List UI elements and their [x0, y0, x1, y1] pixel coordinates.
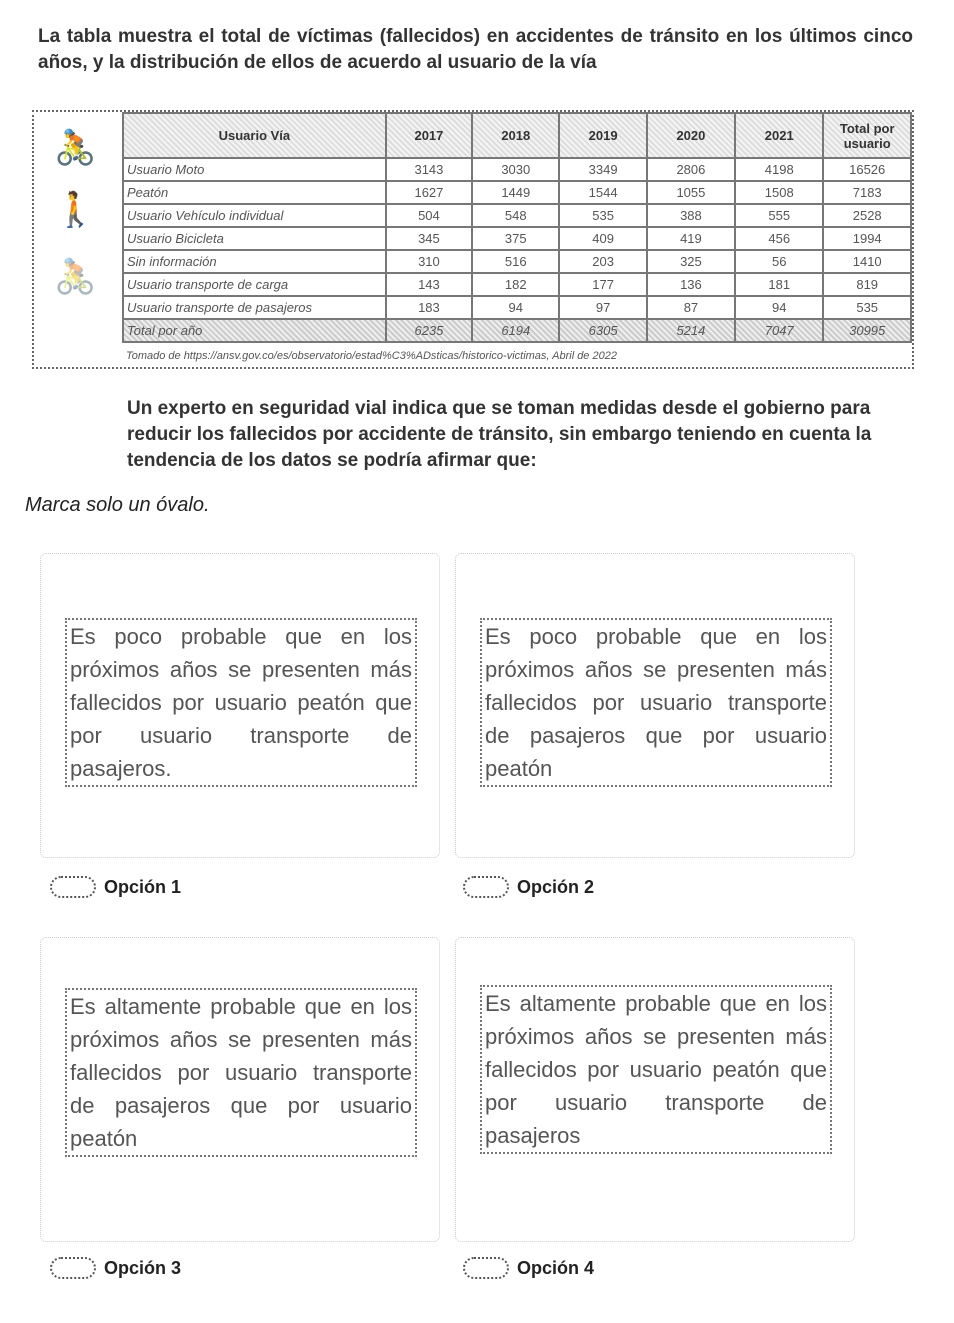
- table-cell: 182: [472, 273, 559, 296]
- row-label: Usuario Vehículo individual: [123, 204, 386, 227]
- victims-table: [122, 112, 912, 343]
- column-header: Usuario Vía: [123, 113, 386, 158]
- radio-oval[interactable]: [463, 876, 509, 898]
- table-cell: 16526: [823, 158, 911, 181]
- table-cell: 3143: [386, 158, 472, 181]
- table-cell: 1627: [386, 181, 472, 204]
- table-cell: 388: [647, 204, 735, 227]
- cyclist-icon: 🚴: [54, 258, 97, 296]
- table-cell: 1508: [735, 181, 823, 204]
- table-cell: 310: [386, 250, 472, 273]
- table-cell: 2806: [647, 158, 735, 181]
- table-cell: 1544: [559, 181, 646, 204]
- table-cell: 456: [735, 227, 823, 250]
- table-cell: 5214: [647, 319, 735, 342]
- table-cell: 548: [472, 204, 559, 227]
- column-header: 2019: [559, 113, 646, 158]
- row-label: Total por año: [123, 319, 386, 342]
- table-cell: 6194: [472, 319, 559, 342]
- table-cell: 3349: [559, 158, 646, 181]
- table-cell: 325: [647, 250, 735, 273]
- table-cell: 375: [472, 227, 559, 250]
- table-cell: 87: [647, 296, 735, 319]
- table-row: [123, 204, 911, 227]
- table-cell: 1410: [823, 250, 911, 273]
- table-cell: 203: [559, 250, 646, 273]
- table-header-row: [123, 113, 911, 158]
- table-row: [123, 227, 911, 250]
- table-total-row: [123, 319, 911, 342]
- table-row: [123, 296, 911, 319]
- icon-column: [34, 112, 122, 367]
- column-header: 2020: [647, 113, 735, 158]
- column-header: 2018: [472, 113, 559, 158]
- column-header: 2021: [735, 113, 823, 158]
- table-cell: 1055: [647, 181, 735, 204]
- column-header: 2017: [386, 113, 472, 158]
- table-cell: 97: [559, 296, 646, 319]
- option-1-text: Es poco probable que en los próximos años se presenten más fallecidos por usuario peatón que por usuario transporte de pasajeros.: [65, 618, 417, 787]
- option-2-text: Es poco probable que en los próximos años se presenten más fallecidos por usuario transporte de pasajeros que por usuario peatón: [480, 618, 832, 787]
- table-cell: 177: [559, 273, 646, 296]
- table-row: [123, 158, 911, 181]
- row-label: Peatón: [123, 181, 386, 204]
- option-card-4: [455, 937, 855, 1242]
- table-cell: 535: [559, 204, 646, 227]
- option-3-radio[interactable]: [50, 1257, 181, 1279]
- row-label: Usuario Bicicleta: [123, 227, 386, 250]
- data-table-box: [32, 110, 914, 369]
- row-label: Sin información: [123, 250, 386, 273]
- option-1-label: Opción 1: [104, 876, 182, 897]
- option-card-3: [40, 937, 440, 1242]
- option-1-radio[interactable]: [50, 876, 181, 898]
- table-cell: 183: [386, 296, 472, 319]
- table-cell: 409: [559, 227, 646, 250]
- option-4-label: Opción 4: [517, 1257, 595, 1278]
- table-cell: 181: [735, 273, 823, 296]
- radio-oval[interactable]: [463, 1257, 509, 1279]
- option-4-radio[interactable]: [463, 1257, 594, 1279]
- hint-text: Marca solo un óvalo.: [25, 494, 210, 516]
- option-card-2: [455, 553, 855, 858]
- table-cell: 143: [386, 273, 472, 296]
- option-2-label: Opción 2: [517, 876, 595, 897]
- table-cell: 6235: [386, 319, 472, 342]
- table-cell: 56: [735, 250, 823, 273]
- table-cell: 4198: [735, 158, 823, 181]
- option-3-label: Opción 3: [104, 1257, 182, 1278]
- table-cell: 1994: [823, 227, 911, 250]
- table-cell: 6305: [559, 319, 646, 342]
- row-label: Usuario transporte de carga: [123, 273, 386, 296]
- table-cell: 1449: [472, 181, 559, 204]
- row-label: Usuario Moto: [123, 158, 386, 181]
- option-4-text: Es altamente probable que en los próximos años se presenten más fallecidos por usuario peatón que por usuario transporte de pasajeros: [480, 985, 832, 1154]
- table-source: Tomado de https://ansv.gov.co/es/observatorio/estad%C3%ADsticas/historico-victimas, Abril de 2022: [126, 350, 617, 362]
- table-cell: 94: [472, 296, 559, 319]
- table-row: [123, 250, 911, 273]
- table-cell: 504: [386, 204, 472, 227]
- radio-oval[interactable]: [50, 876, 96, 898]
- option-card-1: [40, 553, 440, 858]
- row-label: Usuario transporte de pasajeros: [123, 296, 386, 319]
- table-cell: 30995: [823, 319, 911, 342]
- pedestrian-icon: 🚶: [54, 191, 97, 229]
- option-2-radio[interactable]: [463, 876, 594, 898]
- table-cell: 7183: [823, 181, 911, 204]
- table-cell: 94: [735, 296, 823, 319]
- table-row: [123, 273, 911, 296]
- table-cell: 555: [735, 204, 823, 227]
- table-cell: 419: [647, 227, 735, 250]
- table-cell: 7047: [735, 319, 823, 342]
- question-text: Un experto en seguridad vial indica que se toman medidas desde el gobierno para reducir los fallecidos por accidente de tránsito, sin embargo teniendo en cuenta la tendencia de los datos se podría afirmar que:: [127, 398, 872, 471]
- option-3-text: Es altamente probable que en los próximos años se presenten más fallecidos por usuario transporte de pasajeros que por usuario peatón: [65, 988, 417, 1157]
- table-cell: 345: [386, 227, 472, 250]
- table-row: [123, 181, 911, 204]
- table-cell: 3030: [472, 158, 559, 181]
- table-cell: 136: [647, 273, 735, 296]
- column-header: Total por usuario: [823, 113, 911, 158]
- radio-oval[interactable]: [50, 1257, 96, 1279]
- intro-text: La tabla muestra el total de víctimas (fallecidos) en accidentes de tránsito en los últimos cinco años, y la distribución de ellos de acuerdo al usuario de la vía: [38, 26, 913, 73]
- table-cell: 819: [823, 273, 911, 296]
- table-cell: 535: [823, 296, 911, 319]
- cyclist-icon: 🚴: [54, 129, 97, 167]
- table-cell: 516: [472, 250, 559, 273]
- table-cell: 2528: [823, 204, 911, 227]
